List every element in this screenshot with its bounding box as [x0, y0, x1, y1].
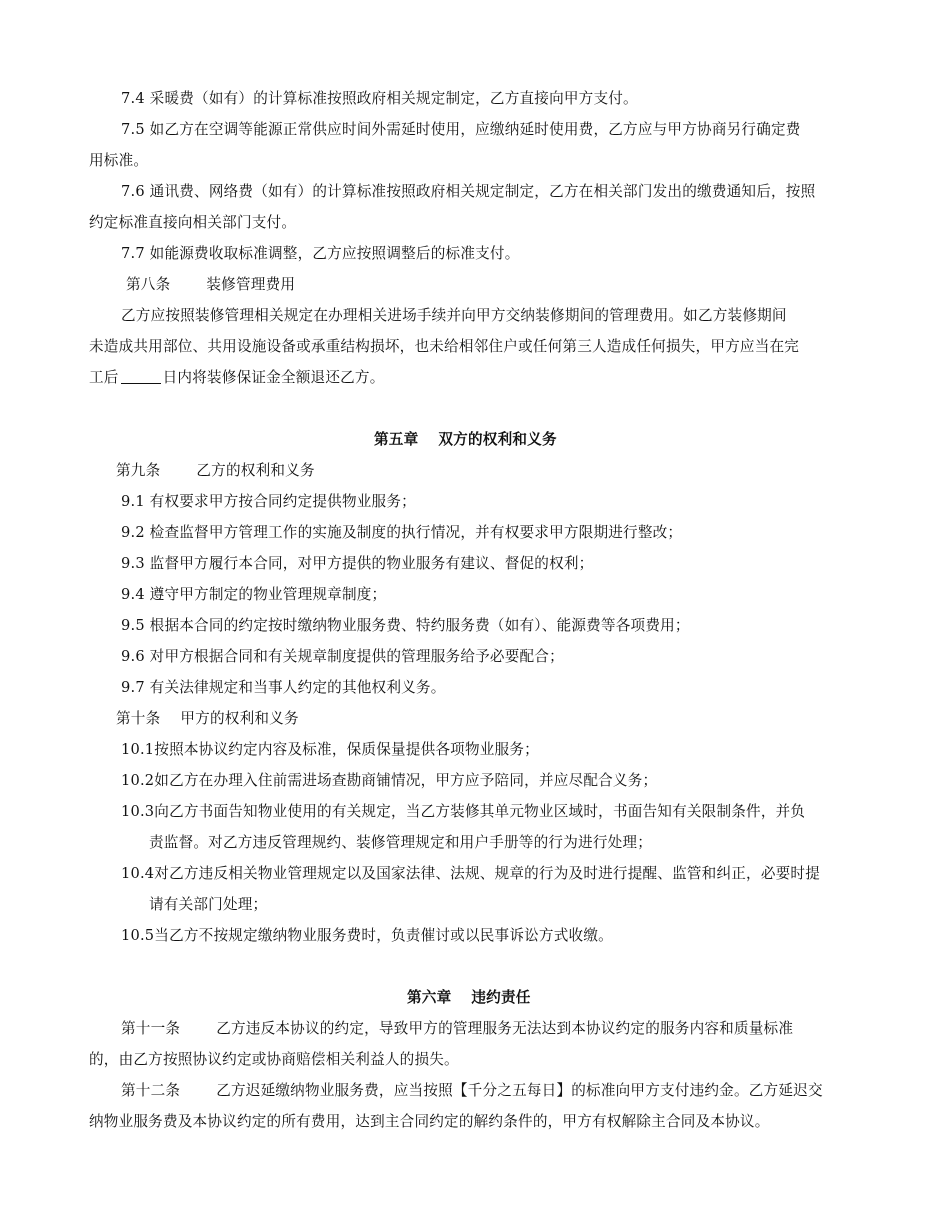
article-10-number: 第十条: [116, 710, 161, 727]
clause-9-1: 9.1 有权要求甲方按合同约定提供物业服务；: [121, 493, 416, 510]
article-10-title: 甲方的权利和义务: [180, 710, 299, 727]
chapter-5-heading: [374, 430, 557, 450]
article-8-line1: 乙方应按照装修管理相关规定在办理相关进场手续并向甲方交纳装修期间的管理费用。如乙方装修期间: [121, 307, 787, 324]
clause-10-1: 10.1按照本协议约定内容及标准，保质保量提供各项物业服务；: [121, 741, 539, 758]
clause-10-5: 10.5当乙方不按规定缴纳物业服务费时，负责催讨或以民事诉讼方式收缴。: [121, 927, 613, 944]
article-9-title: 乙方的权利和义务: [196, 462, 315, 479]
clause-7-5-line2: 用标准。: [89, 152, 149, 169]
article-9-heading: [116, 461, 315, 481]
article-11-text: 乙方违反本协议的约定，导致甲方的管理服务无法达到本协议约定的服务内容和质量标准: [216, 1020, 794, 1037]
article-12-text: 乙方迟延缴纳物业服务费，应当按照【千分之五每日】的标准向甲方支付违约金。乙方延迟交: [216, 1082, 823, 1099]
clause-7-6-line1: 7.6 通讯费、网络费（如有）的计算标准按照政府相关规定制定，乙方在相关部门发出的缴费通知后，按照: [121, 183, 816, 200]
article-8-heading: [126, 275, 295, 295]
article-8-line3-start: 工后: [89, 369, 119, 386]
clause-9-2: 9.2 检查监督甲方管理工作的实施及制度的执行情况，并有权要求甲方限期进行整改；: [121, 524, 683, 541]
article-9-number: 第九条: [116, 462, 161, 479]
clause-10-3-line2: 责监督。对乙方违反管理规约、装修管理规定和用户手册等的行为进行处理；: [149, 834, 652, 851]
clause-7-7: 7.7 如能源费收取标准调整，乙方应按照调整后的标准支付。: [121, 245, 520, 262]
clause-9-4: 9.4 遵守甲方制定的物业管理规章制度；: [121, 586, 387, 603]
chapter-6-number: 第六章: [407, 989, 452, 1006]
clause-10-4-line1: 10.4对乙方违反相关物业管理规定以及国家法律、法规、规章的行为及时进行提醒、监管和纠正，必要时提: [121, 865, 821, 882]
article-12-number: 第十二条: [121, 1082, 181, 1099]
article-8-title: 装修管理费用: [206, 276, 296, 293]
clause-9-6: 9.6 对甲方根据合同和有关规章制度提供的管理服务给予必要配合；: [121, 648, 564, 665]
clause-7-6-line2: 约定标准直接向相关部门支付。: [89, 214, 297, 231]
article-12-line2: 纳物业服务费及本协议约定的所有费用，达到主合同约定的解约条件的，甲方有权解除主合同及本协议。: [89, 1113, 770, 1130]
clause-9-7: 9.7 有关法律规定和当事人约定的其他权利义务。: [121, 679, 446, 696]
clause-10-4-line2: 请有关部门处理；: [149, 896, 268, 913]
clause-7-4: 7.4 采暖费（如有）的计算标准按照政府相关规定制定，乙方直接向甲方支付。: [121, 90, 638, 107]
article-8-line2: 未造成共用部位、共用设施设备或承重结构损坏，也未给相邻住户或任何第三人造成任何损失，甲方应当在完: [89, 338, 800, 355]
chapter-6-title: 违约责任: [471, 989, 531, 1006]
days-blank-field: [121, 369, 161, 384]
article-8-number: 第八条: [126, 276, 171, 293]
chapter-5-title: 双方的权利和义务: [438, 431, 557, 448]
article-8-line3-end: 日内将装修保证金全额退还乙方。: [162, 369, 385, 386]
chapter-5-number: 第五章: [374, 431, 419, 448]
clause-9-3: 9.3 监督甲方履行本合同，对甲方提供的物业服务有建议、督促的权利；: [121, 555, 594, 572]
article-11-line1: [121, 1019, 793, 1039]
article-8-line3: [89, 368, 385, 388]
article-12-line1: [121, 1081, 823, 1101]
clause-9-5: 9.5 根据本合同的约定按时缴纳物业服务费、特约服务费（如有）、能源费等各项费用；: [121, 617, 690, 634]
article-10-heading: [116, 709, 299, 729]
clause-10-2: 10.2如乙方在办理入住前需进场查勘商铺情况，甲方应予陪同，并应尽配合义务；: [121, 772, 658, 789]
clause-10-3-line1: 10.3向乙方书面告知物业使用的有关规定，当乙方装修其单元物业区域时，书面告知有关限制条件，并负: [121, 803, 806, 820]
clause-7-5-line1: 7.5 如乙方在空调等能源正常供应时间外需延时使用，应缴纳延时使用费，乙方应与甲方协商另行确定费: [121, 121, 801, 138]
chapter-6-heading: [407, 988, 531, 1008]
article-11-number: 第十一条: [121, 1020, 181, 1037]
article-11-line2: 的，由乙方按照协议约定或协商赔偿相关利益人的损失。: [89, 1051, 459, 1068]
